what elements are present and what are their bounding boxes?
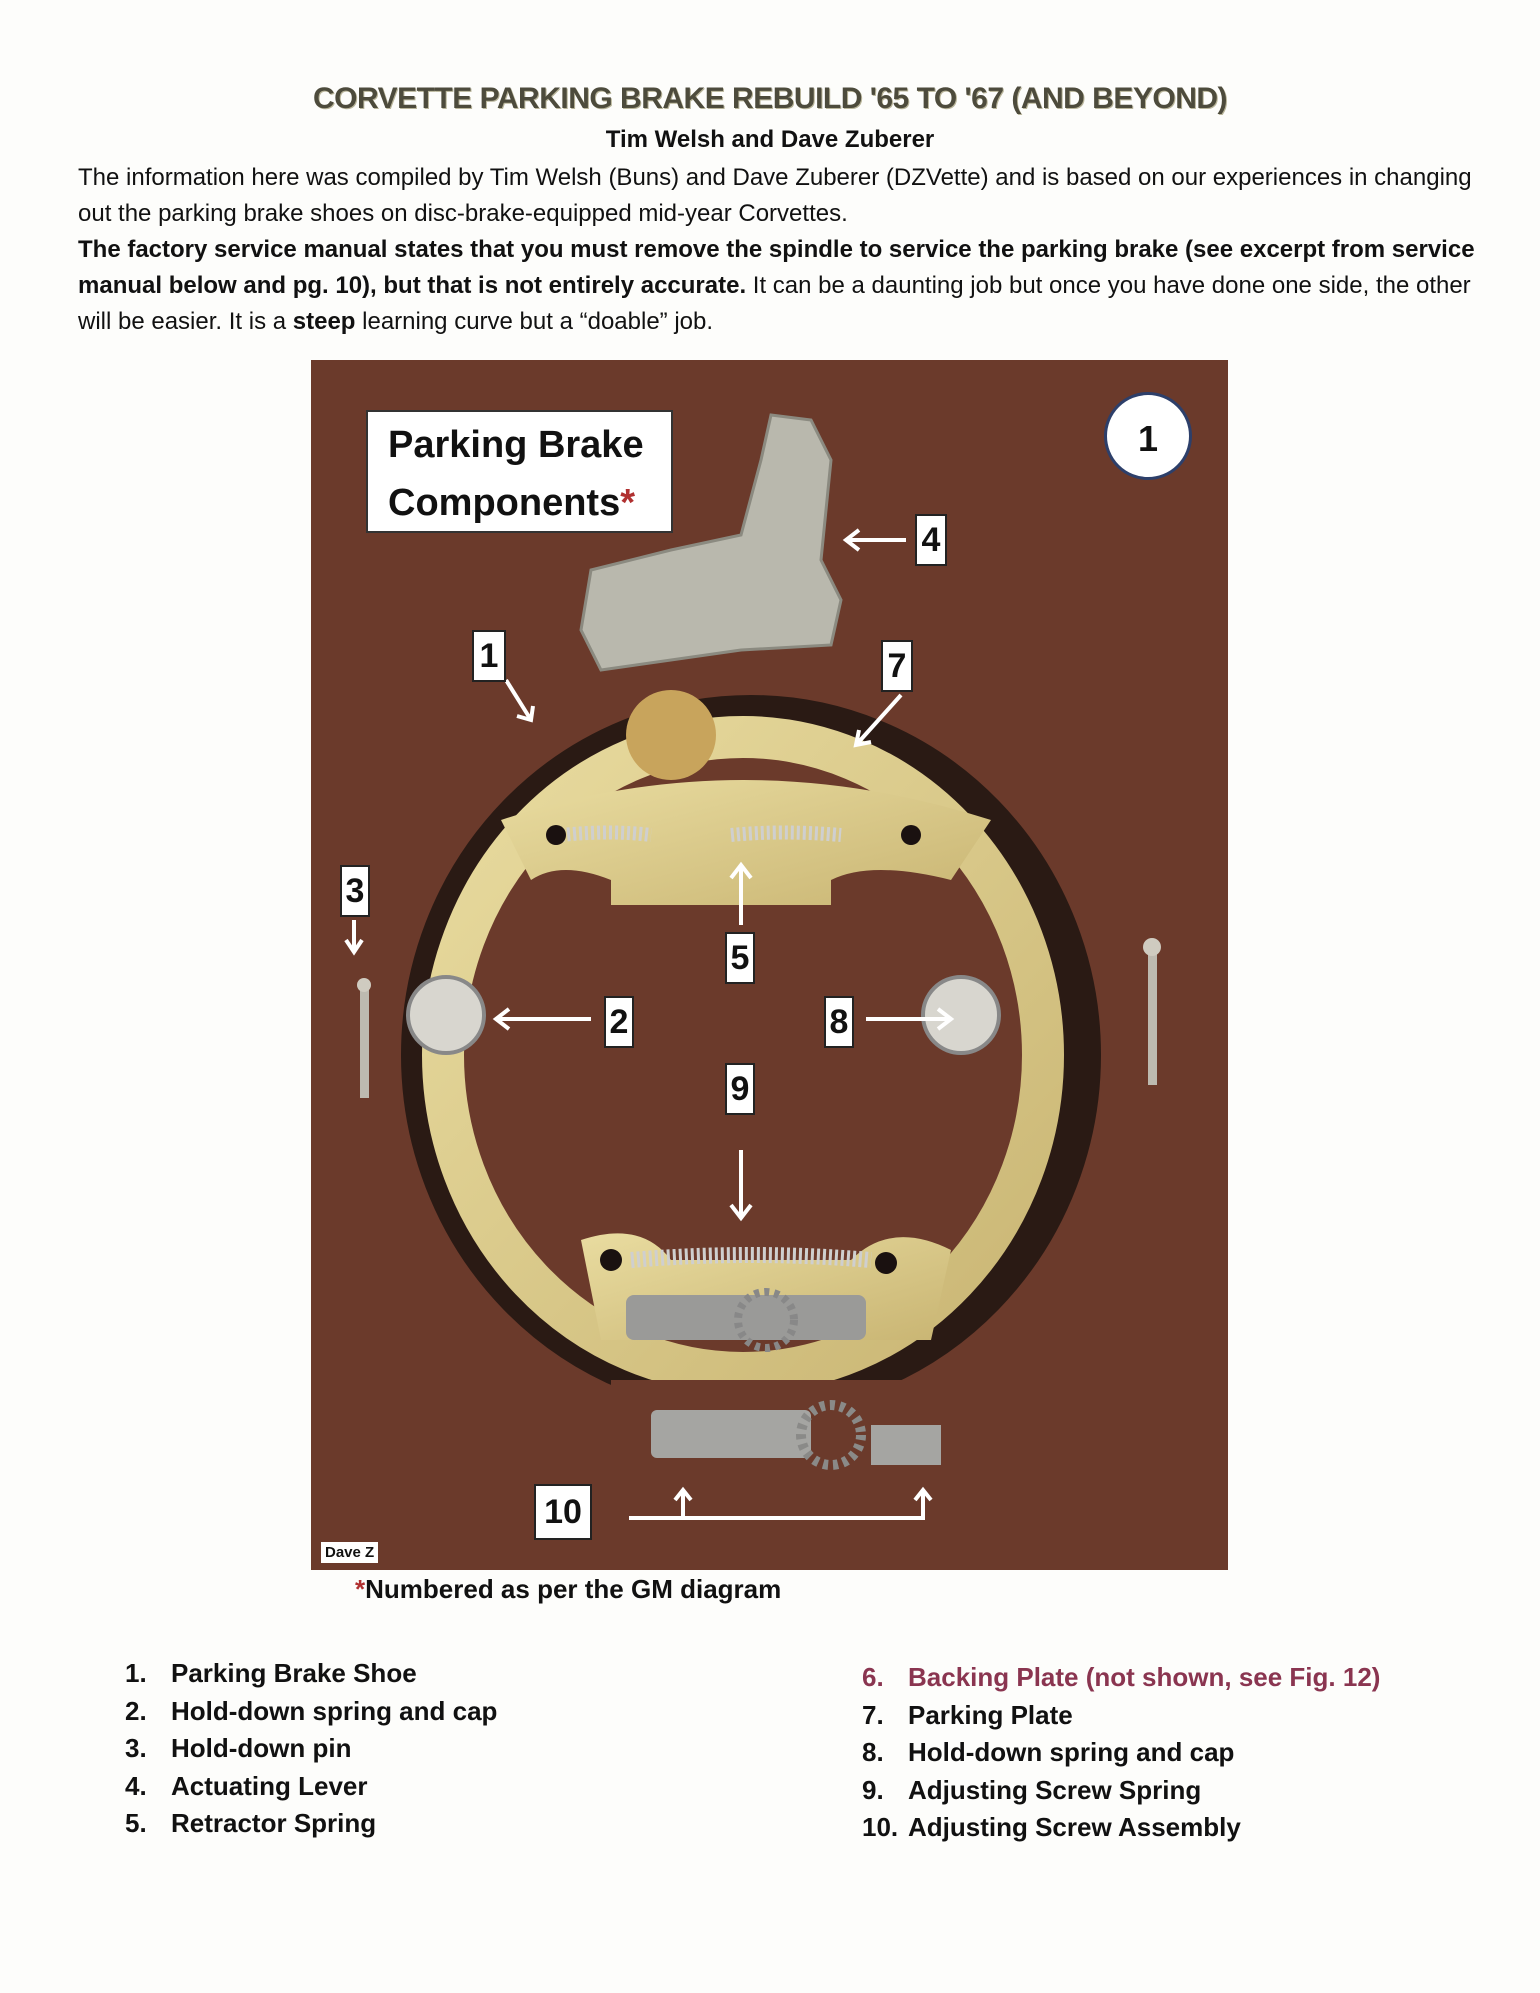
hold-down-pin-left <box>360 988 369 1098</box>
hold-down-cap-right <box>923 977 999 1053</box>
intro-paragraph <box>78 160 1478 340</box>
adjusting-screw-body <box>651 1410 811 1458</box>
asterisk: * <box>620 482 636 524</box>
photo-credit: Dave Z <box>321 1542 378 1563</box>
list-item: 5. Retractor Spring <box>125 1808 377 1838</box>
label-5: 5 <box>725 932 755 984</box>
intro-p2-bold2: steep <box>292 308 356 335</box>
label-7: 7 <box>881 640 913 692</box>
caption-asterisk: * <box>355 1574 366 1604</box>
intro-p2-bold: The factory service manual states that you must remove the spindle to service the parking brake (see excerpt from service manual below and pg. 10), but that is not entirely accurate. <box>78 236 1475 299</box>
figure-title-line1: Parking Brake <box>388 424 644 466</box>
figure-number: 1 <box>1104 392 1192 480</box>
figure-title-box <box>366 410 673 533</box>
adjusting-screw-socket <box>871 1425 941 1465</box>
intro-p1: The information here was compiled by Tim Welsh (Buns) and Dave Zuberer (DZVette) and is based on our experiences in changing out the parking brake shoes on disc-brake-equipped mid-year Corvettes. <box>78 164 1472 227</box>
figure-title-text: Components <box>388 482 621 524</box>
list-item: 3. Hold-down pin <box>125 1733 352 1763</box>
list-item: 8. Hold-down spring and cap <box>862 1737 1235 1767</box>
label-3: 3 <box>340 865 370 917</box>
list-item: 9. Adjusting Screw Spring <box>862 1774 1202 1805</box>
list-item: 7. Parking Plate <box>862 1699 1073 1730</box>
parking-brake-photo <box>311 360 1228 1570</box>
list-item: 6. Backing Plate (not shown, see Fig. 12) <box>862 1662 1381 1692</box>
label-4: 4 <box>915 514 947 566</box>
label-9: 9 <box>725 1063 755 1115</box>
label-10: 10 <box>534 1484 592 1540</box>
brake-illustration <box>311 360 1228 1570</box>
list-item: 10. Adjusting Screw Assembly <box>862 1812 1241 1842</box>
list-item: 4. Actuating Lever <box>125 1770 368 1801</box>
installed-adjusting-screw <box>626 1295 866 1340</box>
document-title: CORVETTE PARKING BRAKE REBUILD '65 TO '67 (AND BEYOND) <box>312 82 1228 115</box>
hold-down-pin-right <box>1148 950 1157 1085</box>
intro-p2 <box>78 232 1478 340</box>
authors: Tim Welsh and Dave Zuberer <box>605 126 935 153</box>
plate-pin <box>626 690 716 780</box>
caption-text: Numbered as per the GM diagram <box>365 1574 782 1604</box>
legend-left <box>125 1655 497 1843</box>
hold-down-cap-left <box>408 977 484 1053</box>
label-2: 2 <box>604 996 634 1048</box>
legend-right <box>862 1659 1380 1847</box>
figure-caption <box>355 1574 781 1605</box>
intro-p2-text-b: learning curve but a “doable” job. <box>355 308 714 335</box>
list-item: 2. Hold-down spring and cap <box>125 1695 498 1726</box>
label-8: 8 <box>824 996 854 1048</box>
list-item: 1. Parking Brake Shoe <box>125 1658 417 1688</box>
figure-title-line2 <box>388 474 671 532</box>
intro-p2-text-a: It can be a daunting job but once you have done one side, the other will be easier. It is a <box>78 272 1471 335</box>
label-1: 1 <box>472 630 506 682</box>
